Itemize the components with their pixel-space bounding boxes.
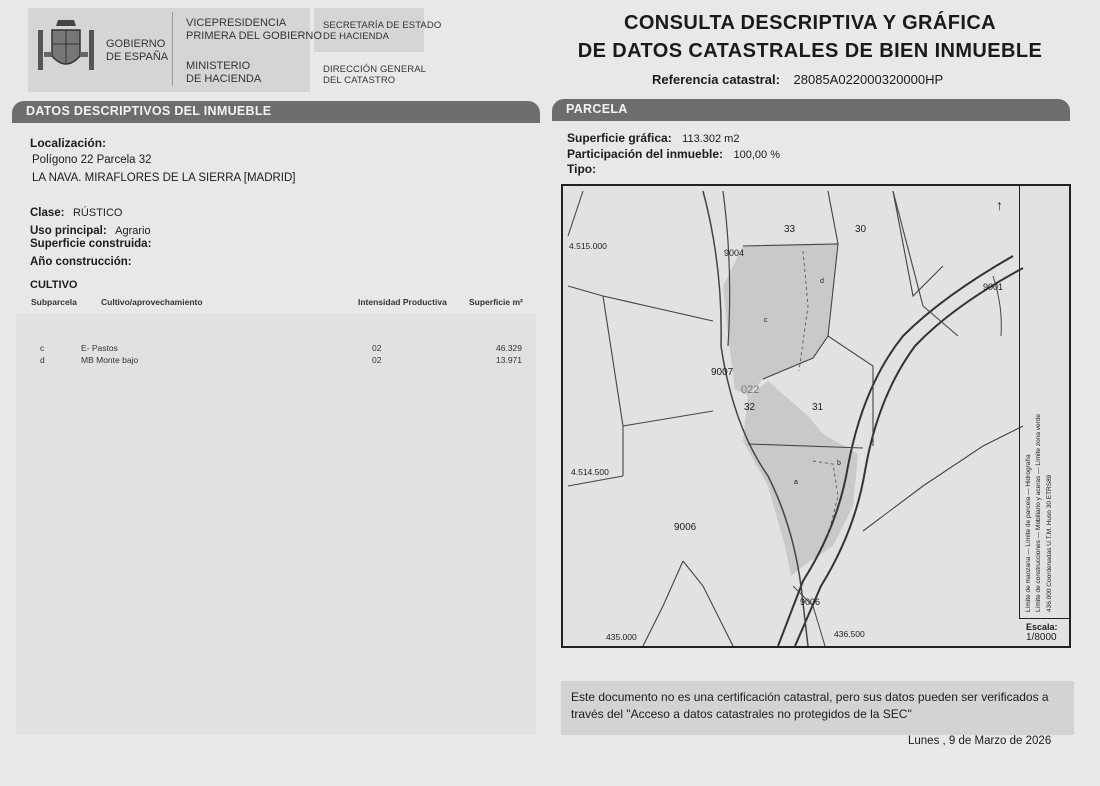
min-line1: MINISTERIO	[186, 60, 251, 72]
legend-hidrografia: Hidrografía	[1025, 454, 1032, 487]
col-superficie: Superficie m²	[469, 297, 523, 307]
coat-of-arms-icon	[34, 16, 98, 80]
uso-value: Agrario	[115, 225, 151, 237]
map-label-9007: 9007	[711, 367, 734, 378]
utm-note: 436.000 Coordenadas U.T.M. Huso 30 ETRS89	[1046, 474, 1053, 612]
disclaimer-line1: Este documento no es una certificación catastral, pero sus datos pueden ser verificados a	[571, 690, 1049, 704]
superficie-grafica-label: Superficie gráfica:	[567, 131, 672, 145]
row2-intensidad: 02	[372, 355, 382, 365]
legend-column-b: Límite de construcciones — Mobiliario y aceras — Límite zona verde	[1035, 413, 1042, 612]
sec-line1: SECRETARÍA DE ESTADO	[323, 20, 442, 31]
subparcel-c: c	[764, 317, 768, 324]
map-label-33: 33	[784, 224, 796, 235]
vice-line1: VICEPRESIDENCIA	[186, 17, 287, 29]
col-subparcela: Subparcela	[31, 297, 77, 307]
reference-row	[652, 72, 943, 87]
subparcel-a: a	[794, 479, 798, 486]
right-section-header	[552, 99, 1070, 119]
row2-cultivo: MB Monte bajo	[81, 355, 139, 365]
sec-line2: DE HACIENDA	[323, 31, 390, 42]
row1-superficie: 46.329	[496, 343, 522, 353]
gov-line1: GOBIERNO	[106, 38, 166, 50]
map-label-30: 30	[855, 224, 867, 235]
row1-intensidad: 02	[372, 343, 382, 353]
left-section-title: DATOS DESCRIPTIVOS DEL INMUEBLE	[26, 104, 272, 118]
tipo-label: Tipo:	[567, 162, 597, 176]
coord-y-bottom: 4.514.500	[571, 467, 609, 477]
participacion-row	[567, 145, 780, 163]
localizacion-line2: LA NAVA. MIRAFLORES DE LA SIERRA [MADRID]	[32, 172, 296, 184]
scale-value: 1/8000	[1026, 632, 1057, 643]
right-section-underline	[552, 119, 1070, 121]
disclaimer-line2: través del "Acceso a datos catastrales no protegidos de la SEC"	[571, 707, 912, 721]
scale-label: Escala:	[1026, 622, 1058, 632]
coord-x-left: 435.000	[606, 632, 637, 642]
legend-construcciones: Límite de construcciones	[1035, 540, 1042, 612]
legend-zona-verde: Límite zona verde	[1035, 413, 1042, 466]
legend-parcela: Límite de parcela	[1025, 496, 1032, 547]
coord-x-right: 436.500	[834, 629, 865, 639]
map-label-9001: 9001	[983, 282, 1004, 292]
legend-mobiliario: Mobiliario y aceras	[1035, 475, 1042, 530]
disclaimer-box	[561, 681, 1074, 735]
localizacion-label: Localización:	[30, 136, 107, 150]
coord-y-top: 4.515.000	[569, 241, 607, 251]
col-intensidad: Intensidad Productiva	[358, 297, 447, 307]
cadastral-map	[561, 184, 1071, 648]
document-date: Lunes , 9 de Marzo de 2026	[908, 735, 1052, 747]
row1-sub: c	[40, 343, 45, 353]
min-line2: DE HACIENDA	[186, 73, 262, 85]
reference-label: Referencia catastral:	[652, 72, 780, 87]
north-arrow-icon: ↑	[996, 197, 1003, 213]
subparcel-d: d	[820, 278, 824, 285]
uso-label: Uso principal:	[30, 225, 107, 237]
left-section-underline	[12, 121, 540, 123]
document-title-line2: DE DATOS CATASTRALES DE BIEN INMUEBLE	[577, 40, 1043, 62]
clase-value: RÚSTICO	[72, 207, 123, 219]
right-section-title: PARCELA	[566, 102, 628, 116]
participacion-value: 100,00 %	[733, 149, 780, 161]
subparcel-b: b	[837, 460, 841, 467]
map-label-9004: 9004	[724, 248, 745, 258]
col-cultivo: Cultivo/aprovechamiento	[101, 297, 203, 307]
map-label-9006-a: 9006	[674, 522, 697, 533]
header-divider	[172, 12, 173, 86]
row2-sub: d	[40, 355, 45, 365]
clase-label: Clase:	[30, 207, 65, 219]
legend-manzana: Límite de manzana	[1025, 556, 1032, 612]
row1-cultivo: E- Pastos	[81, 343, 118, 353]
map-label-022: 022	[741, 384, 760, 396]
map-label-31: 31	[812, 402, 824, 413]
legend-divider	[1019, 186, 1020, 618]
table-area	[16, 314, 536, 734]
localizacion-line1: Polígono 22 Parcela 32	[32, 154, 152, 166]
dir-line1: DIRECCIÓN GENERAL	[323, 64, 427, 75]
row2-superficie: 13.971	[496, 355, 522, 365]
vice-line2: PRIMERA DEL GOBIERNO	[186, 30, 322, 42]
map-label-32: 32	[744, 402, 756, 413]
reference-value: 28085A022000320000HP	[793, 72, 944, 87]
gov-line2: DE ESPAÑA	[106, 51, 169, 63]
dir-line2: DEL CATASTRO	[323, 75, 396, 86]
uso-row	[30, 221, 151, 239]
cultivo-title: CULTIVO	[30, 279, 78, 291]
superficie-construida-label: Superficie construida:	[30, 238, 152, 250]
anio-construccion-label: Año construcción:	[30, 256, 132, 268]
clase-row	[30, 203, 122, 221]
left-section-header	[12, 101, 540, 121]
superficie-grafica-value: 113.302 m2	[682, 133, 740, 145]
legend-column-a: Límite de manzana — Límite de parcela — Hidrografía	[1025, 454, 1032, 612]
map-label-9006-b: 9006	[800, 597, 821, 607]
participacion-label: Participación del inmueble:	[567, 147, 724, 161]
document-title-line1: CONSULTA DESCRIPTIVA Y GRÁFICA	[623, 12, 997, 34]
